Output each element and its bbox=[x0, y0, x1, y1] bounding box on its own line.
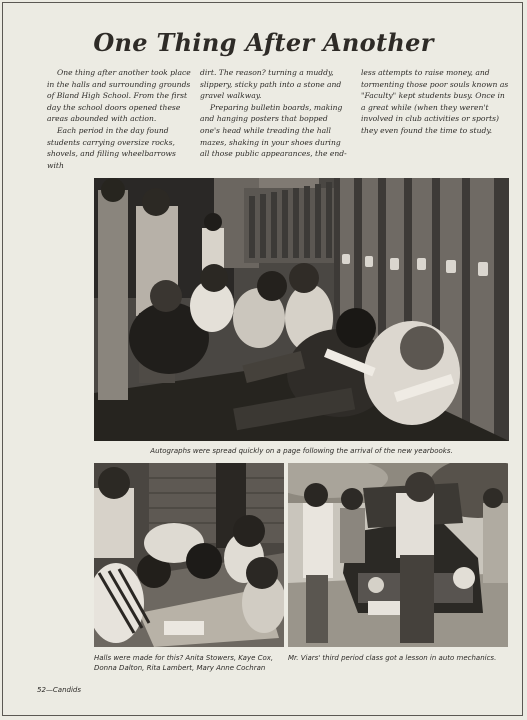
photo-auto-mechanics bbox=[288, 463, 508, 647]
story-column-3 bbox=[361, 67, 509, 137]
story-column-2 bbox=[200, 67, 348, 160]
story-paragraph: Preparing bulletin boards, making and hanging posters that bopped one's head while treading the hall mazes, shaking in your shoes during all those public appearances, the end- bbox=[200, 102, 347, 159]
story-paragraph: One thing after another took place in the halls and surrounding grounds of Bland High School. From the first day the school doors opened these areas abounded with action. bbox=[47, 68, 191, 124]
page-folio: 52—Candids bbox=[37, 686, 81, 694]
page-title: One Thing After Another bbox=[93, 28, 434, 57]
photo-caption-main: Autographs were spread quickly on a page following the arrival of the new yearbooks. bbox=[150, 447, 453, 455]
story-column-1 bbox=[47, 67, 195, 171]
story-paragraph: Each period in the day found students carrying oversize rocks, shovels, and filling wheelbarrows with bbox=[47, 125, 176, 170]
photo-caption-right: Mr. Viars' third period class got a lesson in auto mechanics. bbox=[288, 654, 497, 662]
photo-caption-left: Halls were made for this? Anita Stowers, Kaye Cox, Donna Dalton, Rita Lambert, Mary Anne Cochran bbox=[94, 654, 274, 672]
story-paragraph: less attempts to raise money, and tormenting those poor souls known as "Faculty" kept students busy. Once in a great while (when they weren't involved in club activities or sports) they even found the time to study. bbox=[361, 68, 509, 135]
photo-poster-making bbox=[94, 463, 284, 647]
photo-yearbook-signing bbox=[94, 178, 509, 441]
story-paragraph: dirt. The reason? turning a muddy, slippery, sticky path into a stone and gravel walkway. bbox=[200, 68, 342, 101]
